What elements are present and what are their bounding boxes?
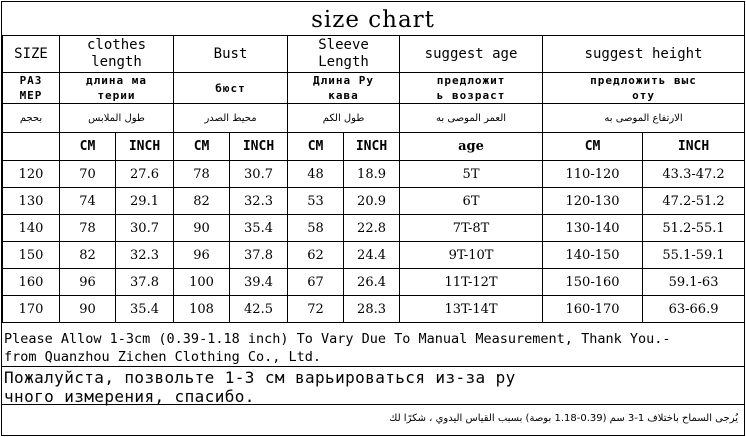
cell-height-inch: 51.2-55.1 xyxy=(643,215,745,242)
cell-height-inch: 63-66.9 xyxy=(643,296,745,323)
header-ar-suggest-age: العمر الموصى به xyxy=(400,104,543,133)
unit-inch-height: INCH xyxy=(643,133,745,161)
cell-bust-cm: 78 xyxy=(174,161,230,188)
header-clothes-length: clothes length xyxy=(60,36,174,73)
note-russian: Пожалуйста, позвольте 1-3 см варьироваться из-за ру чного измерения, спасибо. xyxy=(2,367,744,405)
cell-length-cm: 74 xyxy=(60,188,116,215)
cell-sleeve-cm: 53 xyxy=(288,188,344,215)
cell-bust-cm: 100 xyxy=(174,269,230,296)
table-row xyxy=(3,215,745,242)
cell-length-cm: 82 xyxy=(60,242,116,269)
cell-bust-cm: 96 xyxy=(174,242,230,269)
header-ru-bust: бюст xyxy=(174,73,288,104)
table-row xyxy=(3,269,745,296)
header-row-russian xyxy=(3,73,745,104)
cell-size: 150 xyxy=(3,242,60,269)
cell-length-inch: 29.1 xyxy=(116,188,174,215)
header-ru-suggest-height: предложить выс оту xyxy=(543,73,745,104)
header-suggest-age: suggest age xyxy=(400,36,543,73)
unit-cm-bust: CM xyxy=(174,133,230,161)
header-suggest-height: suggest height xyxy=(543,36,745,73)
cell-sleeve-inch: 26.4 xyxy=(344,269,400,296)
cell-bust-inch: 42.5 xyxy=(230,296,288,323)
cell-sleeve-cm: 72 xyxy=(288,296,344,323)
cell-bust-cm: 90 xyxy=(174,215,230,242)
cell-height-cm: 160-170 xyxy=(543,296,643,323)
unit-blank xyxy=(3,133,60,161)
cell-bust-inch: 32.3 xyxy=(230,188,288,215)
unit-inch-sleeve: INCH xyxy=(344,133,400,161)
header-ru-size: РАЗ МЕР xyxy=(3,73,60,104)
cell-length-inch: 32.3 xyxy=(116,242,174,269)
cell-length-inch: 35.4 xyxy=(116,296,174,323)
cell-height-cm: 130-140 xyxy=(543,215,643,242)
notes-section xyxy=(2,327,744,436)
cell-age: 13T-14T xyxy=(400,296,543,323)
cell-age: 11T-12T xyxy=(400,269,543,296)
table-row xyxy=(3,161,745,188)
unit-cm-height: CM xyxy=(543,133,643,161)
cell-height-cm: 120-130 xyxy=(543,188,643,215)
note-english: Please Allow 1-3cm (0.39-1.18 inch) To Vary Due To Manual Measurement, Thank You.- from Quanzhou Zichen Clothing Co., Ltd. xyxy=(2,327,744,367)
cell-sleeve-cm: 48 xyxy=(288,161,344,188)
size-chart-sheet xyxy=(1,1,745,436)
cell-age: 9T-10T xyxy=(400,242,543,269)
header-ru-suggest-age: предложит ь возраст xyxy=(400,73,543,104)
unit-inch-bust: INCH xyxy=(230,133,288,161)
cell-bust-inch: 35.4 xyxy=(230,215,288,242)
cell-sleeve-inch: 20.9 xyxy=(344,188,400,215)
cell-sleeve-inch: 22.8 xyxy=(344,215,400,242)
cell-height-cm: 150-160 xyxy=(543,269,643,296)
cell-length-cm: 78 xyxy=(60,215,116,242)
cell-bust-cm: 108 xyxy=(174,296,230,323)
chart-title: size chart xyxy=(2,2,744,36)
table-row xyxy=(3,242,745,269)
cell-size: 160 xyxy=(3,269,60,296)
cell-length-cm: 96 xyxy=(60,269,116,296)
cell-height-cm: 140-150 xyxy=(543,242,643,269)
cell-age: 6T xyxy=(400,188,543,215)
cell-height-inch: 55.1-59.1 xyxy=(643,242,745,269)
cell-size: 120 xyxy=(3,161,60,188)
cell-length-cm: 90 xyxy=(60,296,116,323)
unit-cm-length: CM xyxy=(60,133,116,161)
unit-age: age xyxy=(400,133,543,161)
cell-sleeve-inch: 28.3 xyxy=(344,296,400,323)
cell-length-cm: 70 xyxy=(60,161,116,188)
cell-bust-inch: 30.7 xyxy=(230,161,288,188)
cell-height-inch: 47.2-51.2 xyxy=(643,188,745,215)
header-ru-sleeve-length: Длина Ру кава xyxy=(288,73,400,104)
cell-bust-inch: 37.8 xyxy=(230,242,288,269)
cell-bust-inch: 39.4 xyxy=(230,269,288,296)
header-bust: Bust xyxy=(174,36,288,73)
table-row xyxy=(3,296,745,323)
cell-length-inch: 30.7 xyxy=(116,215,174,242)
cell-sleeve-cm: 58 xyxy=(288,215,344,242)
cell-size: 170 xyxy=(3,296,60,323)
header-size: SIZE xyxy=(3,36,60,73)
cell-height-inch: 43.3-47.2 xyxy=(643,161,745,188)
cell-size: 130 xyxy=(3,188,60,215)
table-row xyxy=(3,188,745,215)
note-arabic: يُرجى السماح باختلاف 1-3 سم (0.39-1.18 بوصة) بسبب القياس اليدوي ، شكرًا لك xyxy=(389,413,738,424)
header-row-english xyxy=(3,36,745,73)
header-ar-suggest-height: الارتفاع الموصى به xyxy=(543,104,745,133)
cell-sleeve-inch: 18.9 xyxy=(344,161,400,188)
size-table xyxy=(2,35,745,323)
header-ar-sleeve-length: طول الكم xyxy=(288,104,400,133)
unit-row xyxy=(3,133,745,161)
cell-length-inch: 37.8 xyxy=(116,269,174,296)
cell-sleeve-cm: 62 xyxy=(288,242,344,269)
header-ar-bust: محيط الصدر xyxy=(174,104,288,133)
cell-age: 5T xyxy=(400,161,543,188)
cell-height-cm: 110-120 xyxy=(543,161,643,188)
unit-cm-sleeve: CM xyxy=(288,133,344,161)
cell-length-inch: 27.6 xyxy=(116,161,174,188)
cell-age: 7T-8T xyxy=(400,215,543,242)
header-ru-clothes-length: длина ма терии xyxy=(60,73,174,104)
header-ar-size: بحجم xyxy=(3,104,60,133)
cell-size: 140 xyxy=(3,215,60,242)
header-sleeve-length: Sleeve Length xyxy=(288,36,400,73)
header-ar-clothes-length: طول الملابس xyxy=(60,104,174,133)
unit-inch-length: INCH xyxy=(116,133,174,161)
cell-height-inch: 59.1-63 xyxy=(643,269,745,296)
header-row-arabic xyxy=(3,104,745,133)
cell-sleeve-cm: 67 xyxy=(288,269,344,296)
cell-sleeve-inch: 24.4 xyxy=(344,242,400,269)
cell-bust-cm: 82 xyxy=(174,188,230,215)
